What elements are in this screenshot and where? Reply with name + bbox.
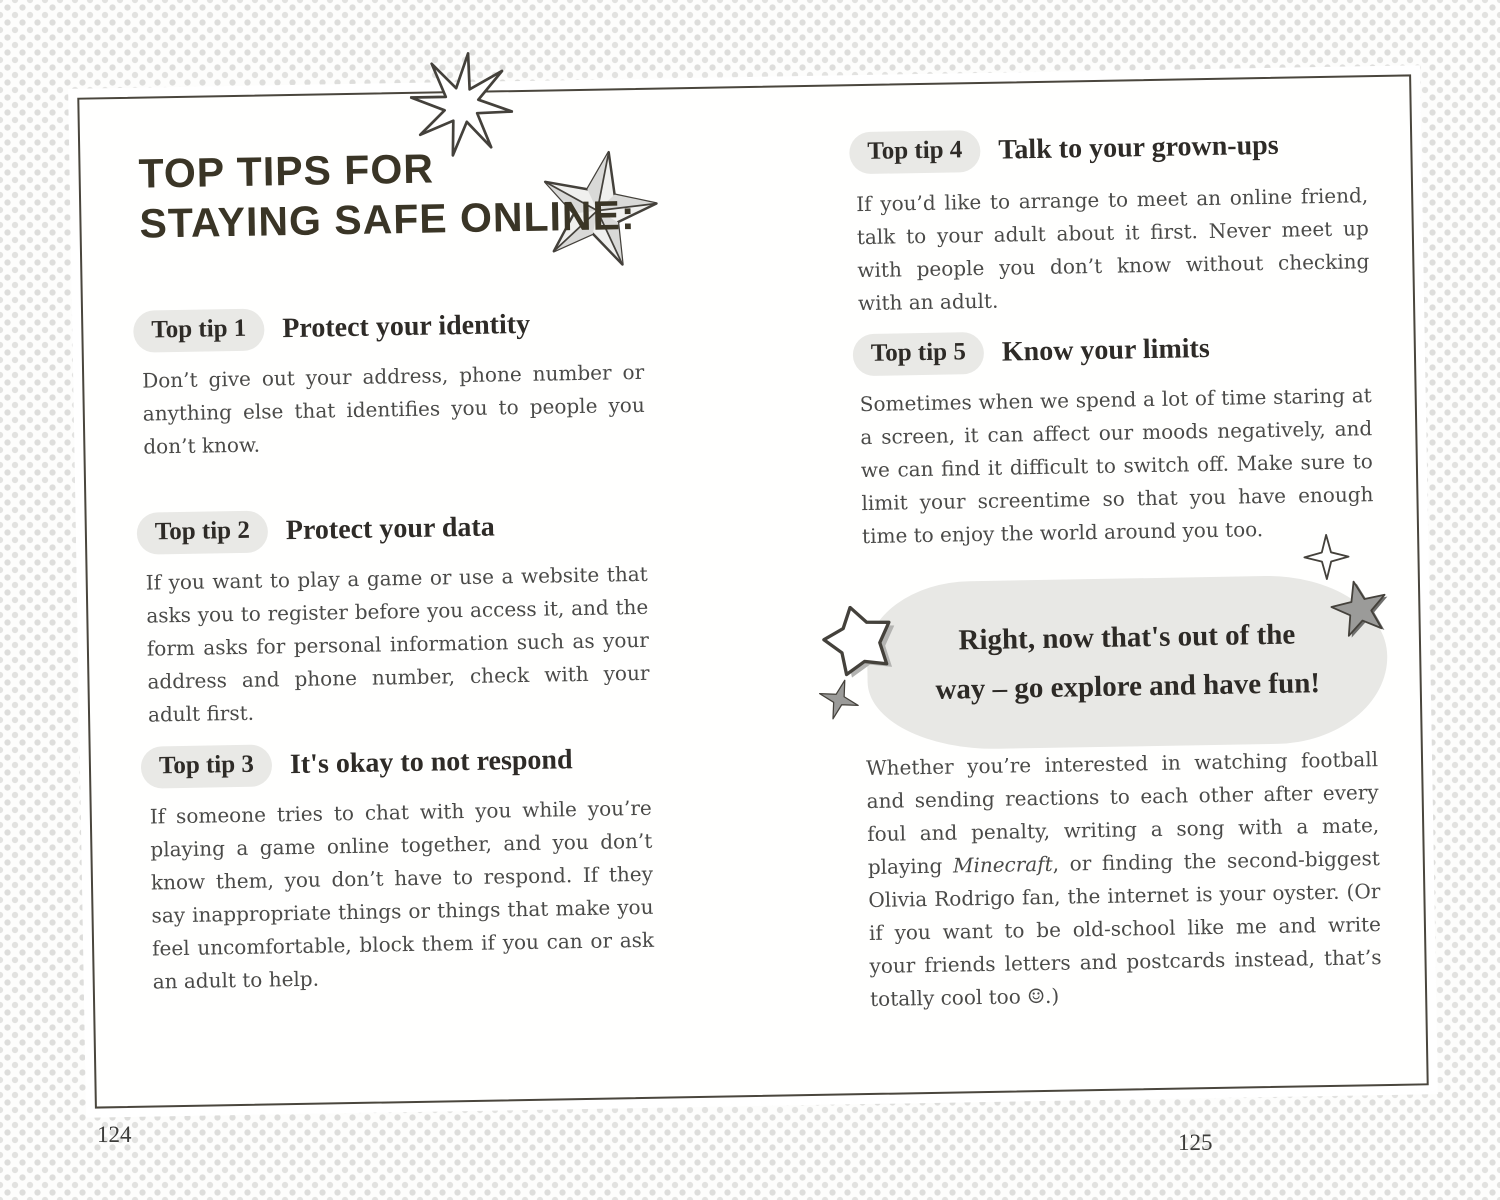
speech-bubble [866, 574, 1389, 751]
tip-4-body: If you’d like to arrange to meet an online friend, talk to your adult about it first. Never meet up with people you don’t know without checking with an adult. [856, 183, 1370, 316]
page-title [138, 140, 660, 249]
tip-2-heading: Protect your data [285, 511, 495, 547]
game-title-italic: Minecraft [952, 851, 1053, 878]
tip-5-body: Sometimes when we spend a lot of time staring at a screen, it can affect our moods negatively, and we can find it difficult to switch off. Make sure to limit your screentime so that you have enough time to enjoy the world around you too. [859, 383, 1374, 549]
tip-1-pill: Top tip 1 [133, 308, 265, 352]
sparkle-outline-icon [1303, 534, 1350, 581]
tip-4-header [849, 125, 1279, 174]
tip-3-header [141, 739, 573, 789]
tip-5-heading: Know your limits [1001, 332, 1211, 368]
book-page-spread [77, 74, 1428, 1108]
tip-2-header [137, 507, 496, 555]
tip-5-header [853, 328, 1211, 376]
tip-3-pill: Top tip 3 [141, 744, 273, 788]
solid-star-icon [1322, 573, 1400, 648]
closing-text-2: , or finding the second-biggest Olivia Rodrigo fan, the internet is your oyster. (Or if you want to be old-school like me and write your friends letters and postcards instead, that’s totally cool too ☺.) [868, 846, 1382, 1012]
tip-2-pill: Top tip 2 [137, 510, 269, 554]
page-number-left: 124 [97, 1122, 132, 1147]
tip-1-heading: Protect your identity [282, 308, 531, 345]
tip-1-header [133, 304, 530, 353]
tip-3-body: If someone tries to chat with you while you’re playing a game online together, and you don’t know them, you don’t have to respond. If they say inappropriate things or things that make you feel uncomfortable, block them if you can or ask an adult to help. [149, 795, 655, 994]
tip-4-heading: Talk to your grown-ups [998, 129, 1279, 166]
bubble-line-2: way – go explore and have fun! [935, 667, 1321, 706]
tip-3-heading: It's okay to not respond [289, 744, 573, 781]
closing-text-1: Whether you’re interested in watching football and sending reactions to each other after every foul and penalty, writing a song with a mate, playing [865, 747, 1380, 880]
title-line-2: STAYING SAFE ONLINE: [139, 192, 636, 247]
tip-2-body: If you want to play a game or use a website that asks you to register before you access it, and the form asks for personal information such as your address and phone number, check with your adult first. [145, 561, 650, 727]
bubble-line-1: Right, now that's out of the [958, 618, 1296, 657]
tip-5-pill: Top tip 5 [853, 332, 985, 376]
page-number-right: 125 [1178, 1130, 1213, 1155]
title-line-1: TOP TIPS FOR [138, 145, 435, 197]
tip-1-body: Don’t give out your address, phone number or anything else that identifies you to people you don’t know. [142, 359, 645, 459]
closing-paragraph [866, 743, 1383, 1016]
tip-4-pill: Top tip 4 [849, 130, 981, 174]
